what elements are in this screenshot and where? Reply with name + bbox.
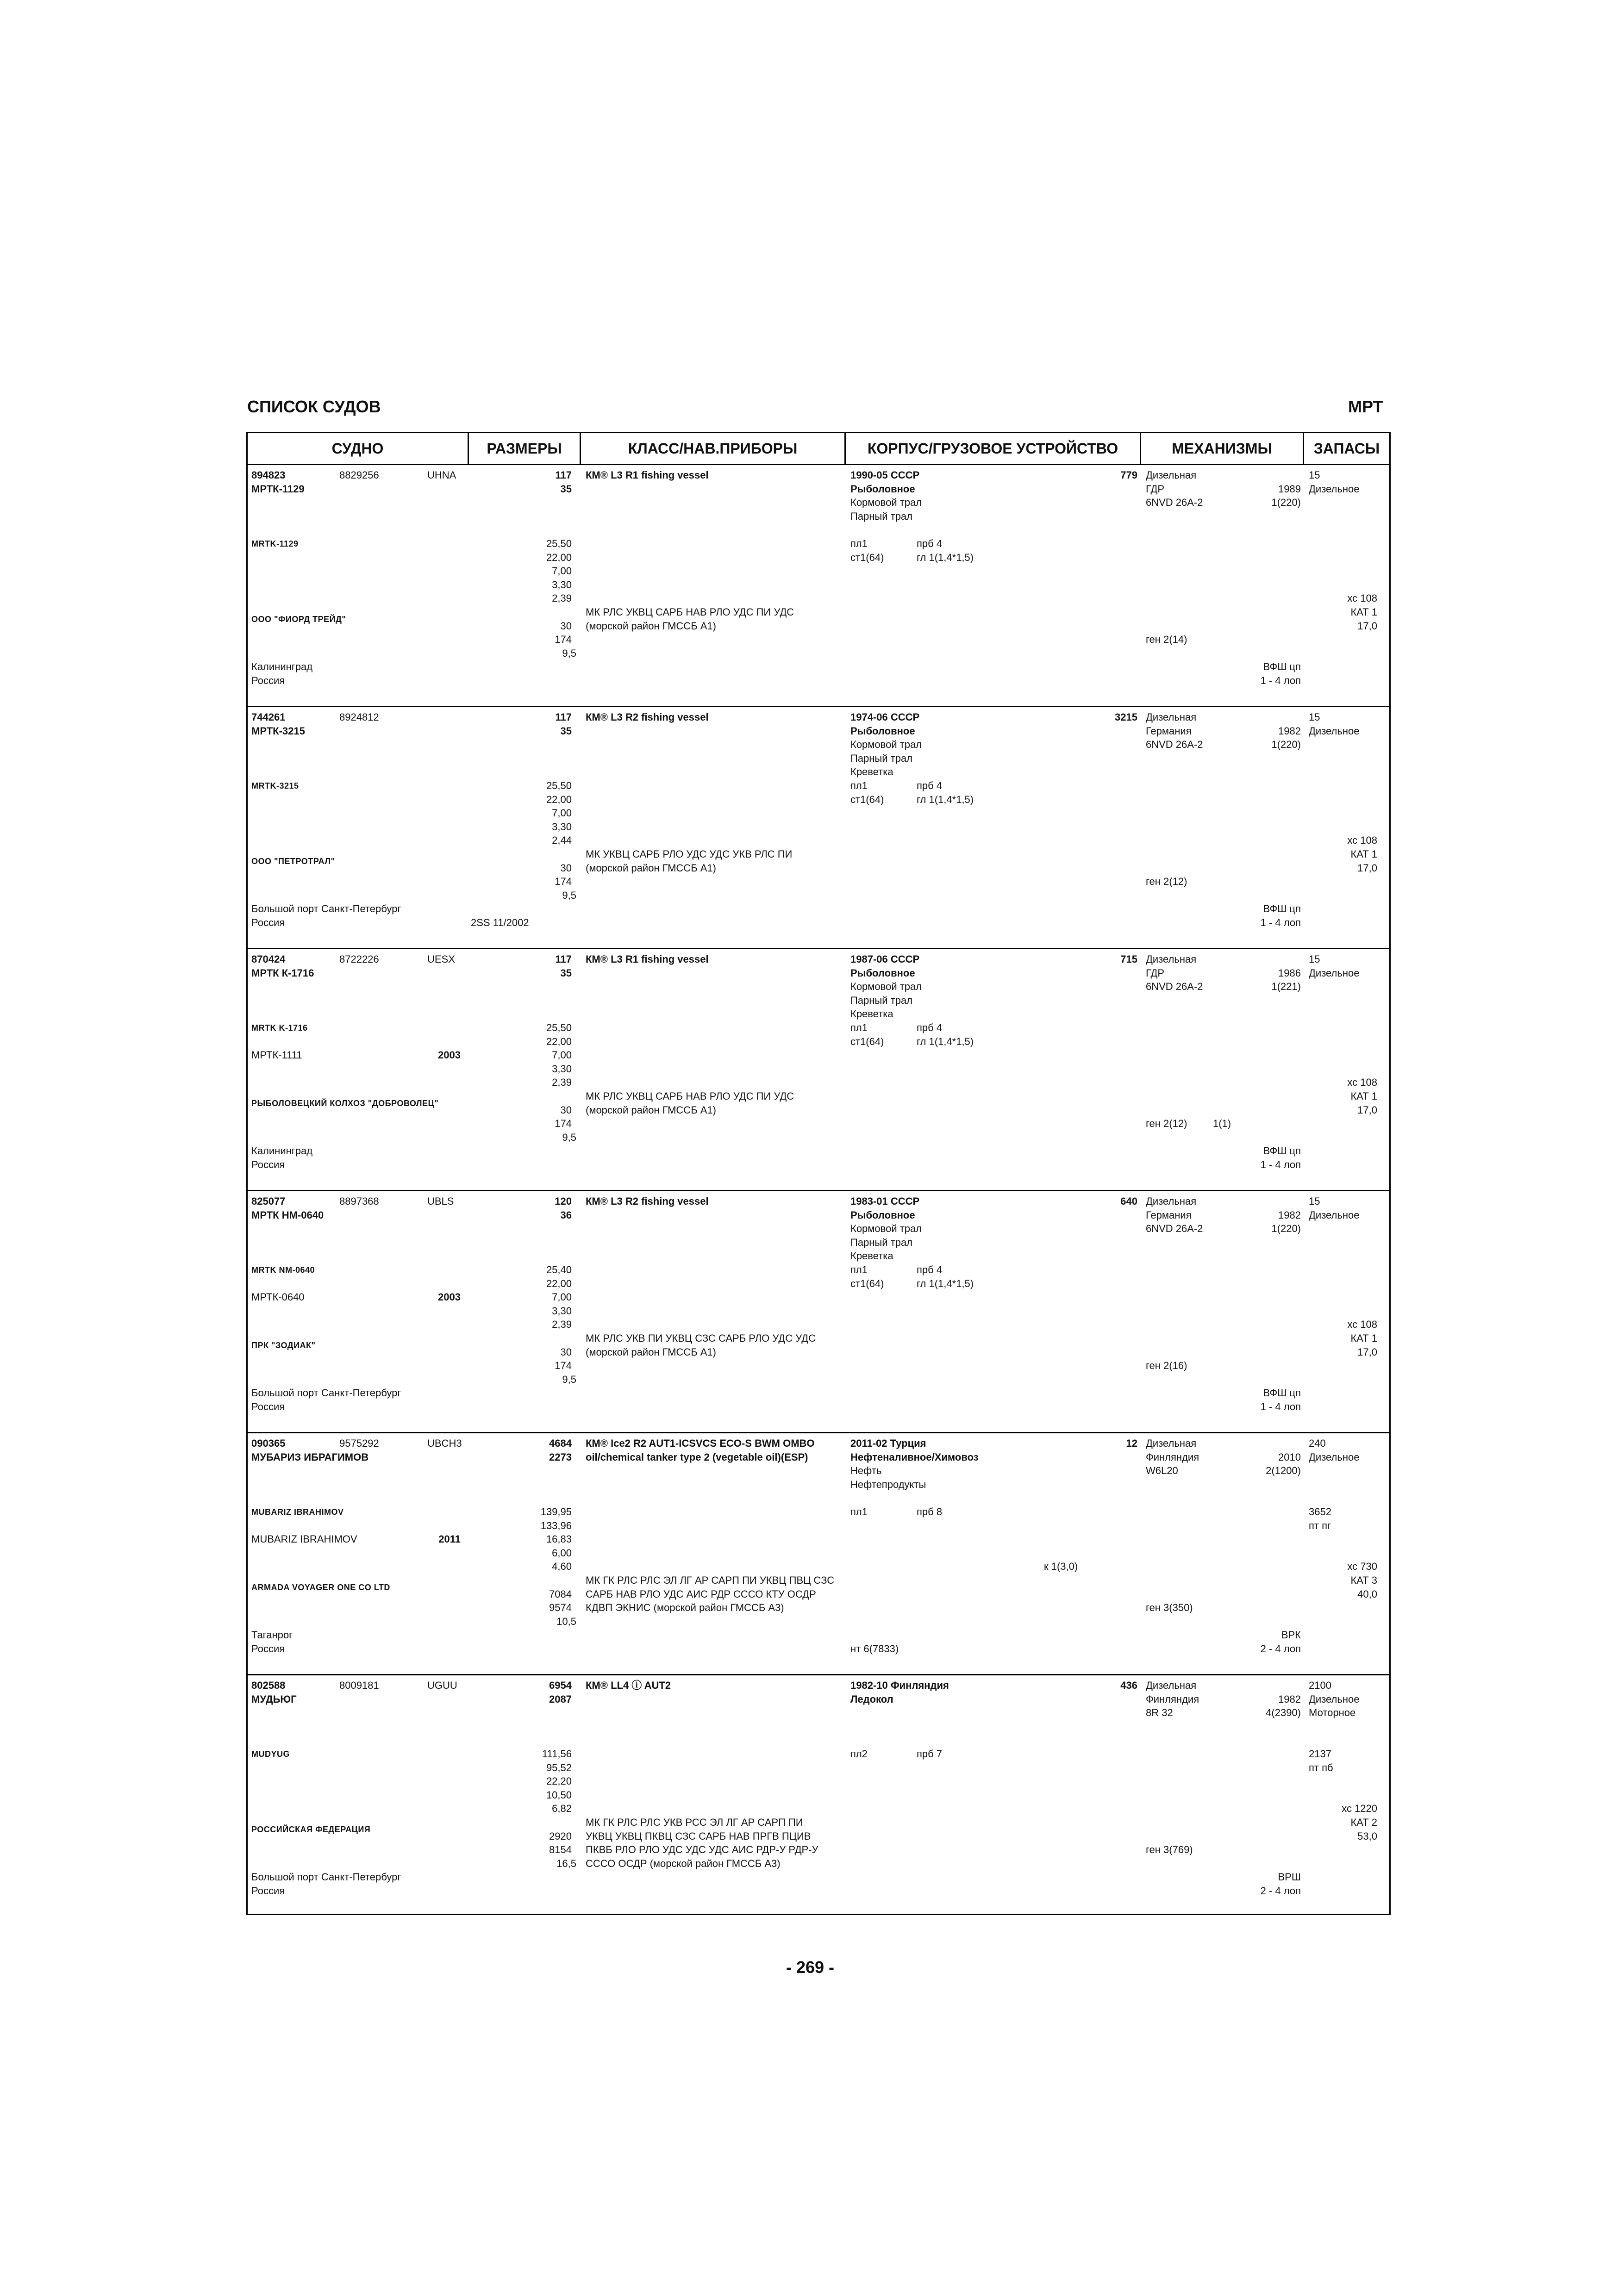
ship-record xyxy=(248,949,1389,1191)
fresh-water-store: КАТ 1 xyxy=(1350,848,1377,860)
imo-number: 8722226 xyxy=(339,953,379,965)
registry-number: 894823 xyxy=(251,469,286,481)
dimension-value: 2,39 xyxy=(552,1076,572,1089)
auxiliary-generators: ген 2(14) xyxy=(1146,634,1187,646)
hold-info: прб 4 xyxy=(917,1022,943,1033)
engine-power: 1(220) xyxy=(1271,497,1301,509)
engine-info: Дизельная xyxy=(1146,1437,1197,1449)
ship-register-table xyxy=(246,432,1391,1915)
capacity-value: 9,5 xyxy=(562,1131,576,1143)
build-year-country: 1987-06 СССР xyxy=(850,953,920,965)
dimension-value: 22,20 xyxy=(546,1775,572,1787)
propeller-type: ВФШ цп xyxy=(1263,1387,1301,1399)
ship-name-latin: MRTK-1129 xyxy=(251,539,299,548)
dimension-value: 7,00 xyxy=(552,1291,572,1303)
hull-feature: Кормовой трал xyxy=(850,1223,922,1235)
ship-name-latin: MRTK K-1716 xyxy=(251,1023,308,1033)
ship-record xyxy=(248,707,1389,949)
capacity-value: 174 xyxy=(555,1118,572,1130)
call-sign: UGUU xyxy=(427,1680,457,1691)
fresh-water-store: 53,0 xyxy=(1357,1830,1377,1842)
auxiliary-generators: ген 2(12) xyxy=(1146,876,1187,888)
dimension-value: 7,00 xyxy=(552,807,572,819)
engine-info: ГДР xyxy=(1146,483,1165,495)
fresh-water-store: хс 108 xyxy=(1347,834,1377,846)
fresh-water-store: КАТ 1 xyxy=(1350,1332,1377,1344)
auxiliary-generators: ген 3(350) xyxy=(1146,1602,1193,1614)
column-header-dimensions: РАЗМЕРЫ xyxy=(469,433,580,465)
ship-owner: РОССИЙСКАЯ ФЕДЕРАЦИЯ xyxy=(251,1824,371,1834)
fuel-store: Моторное xyxy=(1309,1707,1356,1719)
dimension-value: 4,60 xyxy=(552,1561,572,1573)
fresh-water-store: 40,0 xyxy=(1357,1588,1377,1600)
capacity-value: 30 xyxy=(560,1104,572,1116)
engine-info: Дизельная xyxy=(1146,1195,1197,1207)
dimension-value: 25,40 xyxy=(546,1264,572,1276)
build-year-country: 1982-10 Финляндия xyxy=(850,1680,949,1691)
hull-feature: Креветка xyxy=(850,766,893,778)
hold-info: прб 4 xyxy=(917,780,943,791)
page-number: - 269 - xyxy=(786,1958,835,1977)
fuel-store: Дизельное xyxy=(1309,967,1360,979)
engine-year: 1982 xyxy=(1278,1693,1301,1705)
capacity-value: 8154 xyxy=(549,1844,572,1856)
fuel-store: 15 xyxy=(1309,469,1320,481)
class-notation: КМ® L3 R1 fishing vessel xyxy=(586,469,709,481)
auxiliary-generators: ген 3(769) xyxy=(1146,1844,1193,1856)
fuel-store: 240 xyxy=(1309,1437,1326,1449)
registry-number: 090365 xyxy=(251,1437,286,1449)
fresh-water-store: хс 108 xyxy=(1347,1319,1377,1331)
dimension-value: 25,50 xyxy=(546,538,572,549)
hull-feature: Нефть xyxy=(850,1465,882,1477)
dimension-value: 111,56 xyxy=(542,1748,572,1760)
ship-owner: ООО "ФИОРД ТРЕЙД" xyxy=(251,614,346,624)
flag-country: Россия xyxy=(251,917,285,928)
gross-tonnage: 117 xyxy=(555,469,572,481)
column-header-ship: СУДНО xyxy=(248,433,468,465)
navigation-equipment: КДВП ЭКНИС (морской район ГМССБ А3) xyxy=(586,1602,784,1614)
deck-info: пл1 xyxy=(850,1264,868,1276)
hold-info: прб 4 xyxy=(917,1264,943,1276)
navigation-equipment: (морской район ГМССБ А1) xyxy=(586,1346,716,1358)
navigation-equipment: (морской район ГМССБ А1) xyxy=(586,620,716,632)
engine-info: W6L20 xyxy=(1146,1465,1178,1477)
deck-info: пл2 xyxy=(850,1748,868,1760)
build-year-country: 1990-05 СССР xyxy=(850,469,920,481)
engine-year: 1982 xyxy=(1278,1209,1301,1221)
class-notation: КМ® L3 R2 fishing vessel xyxy=(586,1195,709,1207)
fresh-water-store: хс 1220 xyxy=(1342,1803,1377,1815)
capacity-value: 174 xyxy=(555,1360,572,1372)
ship-name-latin: MUDYUG xyxy=(251,1749,290,1759)
propeller-blades: 1 - 4 лоп xyxy=(1260,917,1301,928)
former-name-year: 2003 xyxy=(438,1291,461,1303)
class-notation: КМ® L3 R1 fishing vessel xyxy=(586,953,709,965)
fuel-store: Дизельное xyxy=(1309,483,1360,495)
fresh-water-store: КАТ 3 xyxy=(1350,1574,1377,1586)
home-port: Большой порт Санкт-Петербург xyxy=(251,903,401,915)
fresh-water-store: 17,0 xyxy=(1357,1346,1377,1358)
ship-owner: РЫБОЛОВЕЦКИЙ КОЛХОЗ "ДОБРОВОЛЕЦ" xyxy=(251,1098,439,1108)
tank-capacity: нт 6(7833) xyxy=(850,1643,899,1655)
dimension-value: 25,50 xyxy=(546,780,572,791)
propeller-blades: 2 - 4 лоп xyxy=(1260,1885,1301,1897)
hull-feature: Парный трал xyxy=(850,994,913,1006)
fresh-water-store: хс 108 xyxy=(1347,1076,1377,1089)
capacity-value: 10,5 xyxy=(556,1615,576,1627)
build-year-country: 2011-02 Турция xyxy=(850,1437,926,1449)
ship-type: Рыболовное xyxy=(850,725,915,737)
class-notation: КМ® L3 R2 fishing vessel xyxy=(586,711,709,723)
engine-power: 1(221) xyxy=(1271,981,1301,993)
dimension-value: 7,00 xyxy=(552,565,572,577)
ship-type: Ледокол xyxy=(850,1693,893,1705)
imo-number: 8829256 xyxy=(339,469,379,481)
call-sign: UHNA xyxy=(427,469,456,481)
fuel-store: Дизельное xyxy=(1309,1451,1360,1463)
deck-info: пл1 xyxy=(850,1506,868,1518)
call-sign: UBCH3 xyxy=(427,1437,462,1449)
propeller-blades: 2 - 4 лоп xyxy=(1260,1643,1301,1655)
ship-name: МУДЬЮГ xyxy=(251,1693,297,1705)
hold-info: гл 1(1,4*1,5) xyxy=(917,793,974,805)
propeller-type: ВРК xyxy=(1281,1629,1301,1641)
navigation-equipment: ПКВБ РЛО РЛО УДС УДС УДС АИС РДР-У РДР-У xyxy=(586,1844,818,1856)
navigation-equipment: УКВЦ УКВЦ ПКВЦ СЗС САРБ НАВ ПРГВ ПЦИВ xyxy=(586,1830,811,1842)
fresh-water-store: КАТ 1 xyxy=(1350,1090,1377,1102)
engine-year: 2010 xyxy=(1278,1451,1301,1463)
capacity-value: 9,5 xyxy=(562,1373,576,1385)
column-header-stores: ЗАПАСЫ xyxy=(1304,433,1389,465)
hull-feature: Парный трал xyxy=(850,510,913,522)
class-notation-extra: oil/chemical tanker type 2 (vegetable oil)(ESP) xyxy=(586,1451,808,1463)
home-port: Большой порт Санкт-Петербург xyxy=(251,1871,401,1883)
ship-type: Нефтеналивное/Химовоз xyxy=(850,1451,979,1463)
engine-power: 2(1200) xyxy=(1266,1465,1301,1477)
dimension-value: 139,95 xyxy=(540,1506,572,1518)
page-header-title: СПИСОК СУДОВ xyxy=(247,397,381,416)
auxiliary-boiler: 1(1) xyxy=(1213,1118,1231,1130)
registry-number: 802588 xyxy=(251,1680,286,1691)
registry-number: 744261 xyxy=(251,711,286,723)
engine-info: 6NVD 26A-2 xyxy=(1146,739,1203,751)
engine-info: 8R 32 xyxy=(1146,1707,1173,1719)
dimension-value: 2,39 xyxy=(552,592,572,604)
engine-year: 1982 xyxy=(1278,725,1301,737)
deck-info: пл1 xyxy=(850,780,868,791)
ship-name: МРТК НМ-0640 xyxy=(251,1209,324,1221)
capacity-value: 9,5 xyxy=(562,647,576,659)
capacity-value: 30 xyxy=(560,862,572,874)
navigation-equipment: (морской район ГМССБ А1) xyxy=(586,1104,716,1116)
gross-tonnage: 4684 xyxy=(549,1437,572,1449)
propeller-blades: 1 - 4 лоп xyxy=(1260,1401,1301,1412)
fuel-store: 2100 xyxy=(1309,1680,1331,1691)
navigation-equipment: МК ГК РЛС РЛС УКВ РСС ЭЛ ЛГ АР САРП ПИ xyxy=(586,1817,803,1828)
flag-country: Россия xyxy=(251,1885,285,1897)
net-tonnage: 35 xyxy=(560,967,572,979)
ship-owner: ПРК "ЗОДИАК" xyxy=(251,1340,316,1350)
flag-country: Россия xyxy=(251,1159,285,1170)
fuel-store-extra: пт пб xyxy=(1309,1761,1333,1773)
engine-info: Дизельная xyxy=(1146,711,1197,723)
fuel-store: 15 xyxy=(1309,953,1320,965)
ship-type: Рыболовное xyxy=(850,483,915,495)
navigation-equipment: МК ГК РЛС РЛС ЭЛ ЛГ АР САРП ПИ УКВЦ ПВЦ СЗС xyxy=(586,1574,835,1586)
former-name-year: 2011 xyxy=(438,1533,461,1545)
net-tonnage: 2273 xyxy=(549,1451,572,1463)
dimension-value: 25,50 xyxy=(546,1022,572,1033)
survey-note: 2SS 11/2002 xyxy=(471,917,529,928)
engine-info: Дизельная xyxy=(1146,469,1197,481)
capacity-value: 30 xyxy=(560,620,572,632)
net-tonnage: 35 xyxy=(560,483,572,495)
hold-info: прб 8 xyxy=(917,1506,943,1518)
engine-power: 4(2390) xyxy=(1266,1707,1301,1719)
deck-info: ст1(64) xyxy=(850,551,884,563)
navigation-equipment: МК РЛС УКВЦ САРБ НАВ РЛО УДС ПИ УДС xyxy=(586,1090,794,1102)
former-name: МРТК-0640 xyxy=(251,1291,305,1303)
propeller-type: ВФШ цп xyxy=(1263,661,1301,673)
engine-info: Дизельная xyxy=(1146,1680,1197,1691)
crane-info: к 1(3,0) xyxy=(1044,1561,1078,1573)
hull-feature: Креветка xyxy=(850,1008,893,1020)
ship-record xyxy=(248,1675,1389,1917)
engine-info: Финляндия xyxy=(1146,1451,1199,1463)
hold-info: гл 1(1,4*1,5) xyxy=(917,1035,974,1047)
ship-record xyxy=(248,465,1389,707)
dimension-value: 22,00 xyxy=(546,793,572,805)
hull-feature: Нефтепродукты xyxy=(850,1478,926,1490)
flag-country: Россия xyxy=(251,1401,285,1412)
engine-info: Германия xyxy=(1146,725,1192,737)
dimension-value: 3,30 xyxy=(552,579,572,591)
imo-number: 8924812 xyxy=(339,711,379,723)
propeller-type: ВФШ цп xyxy=(1263,903,1301,915)
fuel-store: Дизельное xyxy=(1309,1209,1360,1221)
capacity-value: 9,5 xyxy=(562,889,576,901)
fresh-water-store: КАТ 2 xyxy=(1350,1817,1377,1828)
fuel-store: Дизельное xyxy=(1309,725,1360,737)
hull-feature: Парный трал xyxy=(850,752,913,764)
propeller-type: ВРШ xyxy=(1278,1871,1301,1883)
build-year-country: 1983-01 СССР xyxy=(850,1195,920,1207)
capacity-value: 9574 xyxy=(549,1602,572,1614)
build-number: 715 xyxy=(1120,953,1137,965)
dimension-value: 3,30 xyxy=(552,821,572,833)
flag-country: Россия xyxy=(251,1643,285,1655)
ship-name: МУБАРИЗ ИБРАГИМОВ xyxy=(251,1451,369,1463)
navigation-equipment: МК УКВЦ САРБ РЛО УДС УДС УКВ РЛС ПИ xyxy=(586,848,793,860)
dimension-value: 10,50 xyxy=(546,1789,572,1801)
ship-owner: ООО "ПЕТРОТРАЛ" xyxy=(251,856,335,866)
ship-type: Рыболовное xyxy=(850,1209,915,1221)
dimension-value: 7,00 xyxy=(552,1049,572,1061)
column-header-class-navigation: КЛАСС/НАВ.ПРИБОРЫ xyxy=(581,433,844,465)
column-header-hull-cargo: КОРПУС/ГРУЗОВОЕ УСТРОЙСТВО xyxy=(846,433,1140,465)
propeller-type: ВФШ цп xyxy=(1263,1145,1301,1157)
hold-info: прб 4 xyxy=(917,538,943,549)
hull-feature: Креветка xyxy=(850,1250,893,1262)
ship-record xyxy=(248,1191,1389,1433)
dimension-value: 3,30 xyxy=(552,1305,572,1317)
registry-number: 825077 xyxy=(251,1195,286,1207)
net-tonnage: 36 xyxy=(560,1209,572,1221)
engine-year: 1986 xyxy=(1278,967,1301,979)
home-port: Большой порт Санкт-Петербург xyxy=(251,1387,401,1399)
ship-name: МРТК-1129 xyxy=(251,483,305,495)
dimension-value: 22,00 xyxy=(546,1277,572,1289)
capacity-value: 174 xyxy=(555,634,572,646)
fuel-store-extra: пт пг xyxy=(1309,1519,1331,1531)
page-header-section: МРТ xyxy=(1348,397,1383,416)
dimension-value: 3,30 xyxy=(552,1063,572,1075)
capacity-value: 30 xyxy=(560,1346,572,1358)
build-number: 779 xyxy=(1120,469,1137,481)
deck-info: ст1(64) xyxy=(850,1277,884,1289)
navigation-equipment: МК РЛС УКВЦ САРБ НАВ РЛО УДС ПИ УДС xyxy=(586,606,794,618)
navigation-equipment: (морской район ГМССБ А1) xyxy=(586,862,716,874)
dimension-value: 6,82 xyxy=(552,1803,572,1815)
dimension-value: 16,83 xyxy=(546,1533,572,1545)
dimension-value: 6,00 xyxy=(552,1547,572,1559)
hull-feature: Кормовой трал xyxy=(850,739,922,751)
fresh-water-store: хс 108 xyxy=(1347,592,1377,604)
propeller-blades: 1 - 4 лоп xyxy=(1260,675,1301,686)
fuel-store-extra: 2137 xyxy=(1309,1748,1331,1760)
deck-info: пл1 xyxy=(850,1022,868,1033)
dimension-value: 2,44 xyxy=(552,834,572,846)
home-port: Калининград xyxy=(251,1145,313,1157)
navigation-equipment: МК РЛС УКВ ПИ УКВЦ СЗС САРБ РЛО УДС УДС xyxy=(586,1332,816,1344)
engine-year: 1989 xyxy=(1278,483,1301,495)
fresh-water-store: 17,0 xyxy=(1357,1104,1377,1116)
fresh-water-store: хс 730 xyxy=(1347,1561,1377,1573)
former-name-year: 2003 xyxy=(438,1049,461,1061)
column-header-machinery: МЕХАНИЗМЫ xyxy=(1141,433,1303,465)
engine-info: 6NVD 26A-2 xyxy=(1146,981,1203,993)
build-number: 640 xyxy=(1120,1195,1137,1207)
engine-info: Дизельная xyxy=(1146,953,1197,965)
ship-name: МРТК К-1716 xyxy=(251,967,314,979)
imo-number: 9575292 xyxy=(339,1437,379,1449)
deck-info: ст1(64) xyxy=(850,1035,884,1047)
former-name: МРТК-1111 xyxy=(251,1049,302,1061)
navigation-equipment: СССО ОСДР (морской район ГМССБ А3) xyxy=(586,1857,781,1869)
build-number: 436 xyxy=(1120,1680,1137,1691)
fresh-water-store: КАТ 1 xyxy=(1350,606,1377,618)
fresh-water-store: 17,0 xyxy=(1357,862,1377,874)
former-name: MUBARIZ IBRAHIMOV xyxy=(251,1533,357,1545)
fresh-water-store: 17,0 xyxy=(1357,620,1377,632)
ship-name-latin: MUBARIZ IBRAHIMOV xyxy=(251,1507,344,1517)
propeller-blades: 1 - 4 лоп xyxy=(1260,1159,1301,1170)
hold-info: прб 7 xyxy=(917,1748,943,1760)
hull-feature: Кормовой трал xyxy=(850,497,922,509)
imo-number: 8009181 xyxy=(339,1680,379,1691)
dimension-value: 133,96 xyxy=(540,1519,572,1531)
class-notation: КМ® Ice2 R2 AUT1-ICSVCS ECO-S BWM OMBO xyxy=(586,1437,815,1449)
engine-info: Финляндия xyxy=(1146,1693,1199,1705)
build-number: 3215 xyxy=(1115,711,1137,723)
build-number: 12 xyxy=(1126,1437,1137,1449)
hull-feature: Кормовой трал xyxy=(850,981,922,993)
registry-number: 870424 xyxy=(251,953,286,965)
capacity-value: 7084 xyxy=(549,1588,572,1600)
deck-info: ст1(64) xyxy=(850,793,884,805)
fuel-store-extra: 3652 xyxy=(1309,1506,1331,1518)
navigation-equipment: САРБ НАВ РЛО УДС АИС РДР СССО КТУ ОСДР xyxy=(586,1588,816,1600)
engine-info: 6NVD 26A-2 xyxy=(1146,497,1203,509)
engine-power: 1(220) xyxy=(1271,1223,1301,1235)
capacity-value: 2920 xyxy=(549,1830,572,1842)
engine-info: Германия xyxy=(1146,1209,1192,1221)
engine-info: ГДР xyxy=(1146,967,1165,979)
ship-name-latin: MRTK-3215 xyxy=(251,781,299,790)
capacity-value: 16,5 xyxy=(556,1857,576,1869)
flag-country: Россия xyxy=(251,675,285,686)
gross-tonnage: 117 xyxy=(555,711,572,723)
fuel-store: Дизельное xyxy=(1309,1693,1360,1705)
hold-info: гл 1(1,4*1,5) xyxy=(917,1277,974,1289)
net-tonnage: 35 xyxy=(560,725,572,737)
gross-tonnage: 6954 xyxy=(549,1680,572,1691)
home-port: Калининград xyxy=(251,661,313,673)
dimension-value: 95,52 xyxy=(546,1761,572,1773)
engine-info: 6NVD 26A-2 xyxy=(1146,1223,1203,1235)
home-port: Таганрог xyxy=(251,1629,293,1641)
fuel-store: 15 xyxy=(1309,711,1320,723)
engine-power: 1(220) xyxy=(1271,739,1301,751)
gross-tonnage: 117 xyxy=(555,953,572,965)
call-sign: UBLS xyxy=(427,1195,454,1207)
net-tonnage: 2087 xyxy=(549,1693,572,1705)
deck-info: пл1 xyxy=(850,538,868,549)
call-sign: UESX xyxy=(427,953,455,965)
auxiliary-generators: ген 2(16) xyxy=(1146,1360,1187,1372)
gross-tonnage: 120 xyxy=(555,1195,572,1207)
hold-info: гл 1(1,4*1,5) xyxy=(917,551,974,563)
ship-record xyxy=(248,1433,1389,1675)
ship-owner: ARMADA VOYAGER ONE CO LTD xyxy=(251,1582,390,1592)
build-year-country: 1974-06 СССР xyxy=(850,711,920,723)
imo-number: 8897368 xyxy=(339,1195,379,1207)
dimension-value: 22,00 xyxy=(546,1035,572,1047)
auxiliary-generators: ген 2(12) xyxy=(1146,1118,1187,1130)
ship-name-latin: MRTK NM-0640 xyxy=(251,1265,315,1275)
ship-name: МРТК-3215 xyxy=(251,725,305,737)
hull-feature: Парный трал xyxy=(850,1236,913,1248)
capacity-value: 174 xyxy=(555,876,572,888)
class-notation: КМ® LL4 ⓘ AUT2 xyxy=(586,1680,671,1691)
ship-type: Рыболовное xyxy=(850,967,915,979)
dimension-value: 2,39 xyxy=(552,1319,572,1331)
fuel-store: 15 xyxy=(1309,1195,1320,1207)
dimension-value: 22,00 xyxy=(546,551,572,563)
